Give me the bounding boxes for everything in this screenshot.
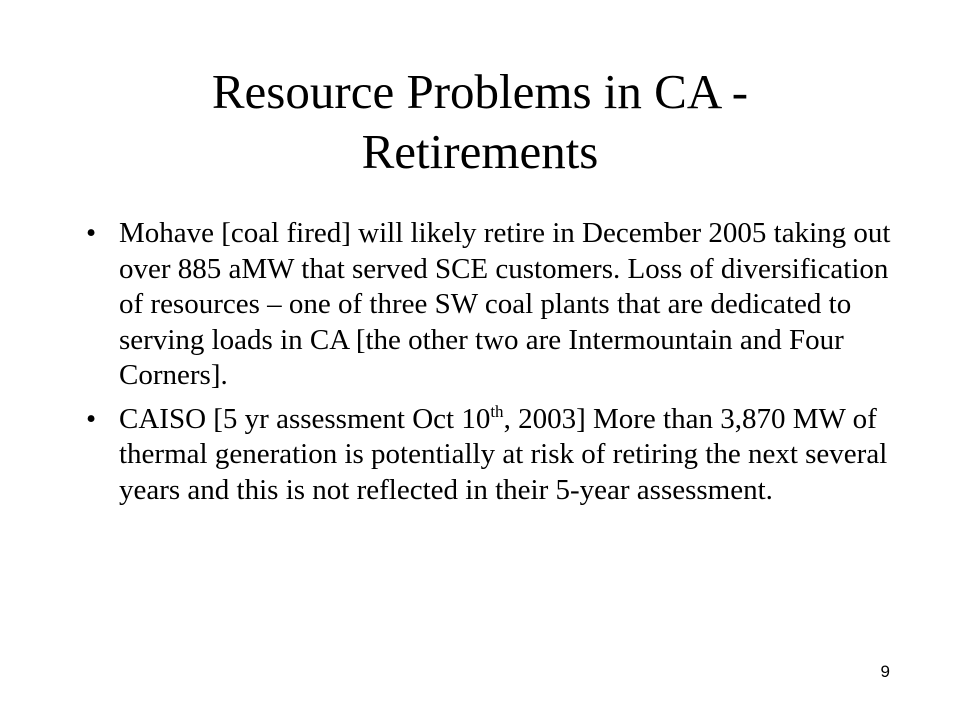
bullet-text-part-2: , 2003] More than 3,870 MW of thermal generation is potentially at risk of retiring the next several years and this is not reflected in their 5-year assessment. [119, 402, 888, 506]
slide-title-line-1: Resource Problems in CA - [211, 64, 749, 119]
bullet-text-superscript: th [490, 401, 504, 421]
bullet-text: Mohave [coal fired] will likely retire in December 2005 taking out over 885 aMW that served SCE customers. Loss of diversification of resources – one of three SW coal plants that are dedicated to serving loads in CA [the other two are Intermountain and Four Corners]. [119, 217, 891, 391]
bullet-text-part-1: CAISO [5 yr assessment Oct 10 [119, 402, 491, 435]
bullet-dot-icon: • [86, 217, 97, 249]
bullet-list [86, 216, 896, 516]
page-number: 9 [880, 662, 890, 681]
bullet-item-caiso [86, 402, 896, 509]
slide-title [60, 62, 900, 182]
bullet-item-mohave [86, 216, 896, 394]
bullet-text [119, 403, 887, 506]
bullet-dot-icon: • [86, 402, 97, 435]
slide-title-line-2: Retirements [361, 124, 599, 179]
